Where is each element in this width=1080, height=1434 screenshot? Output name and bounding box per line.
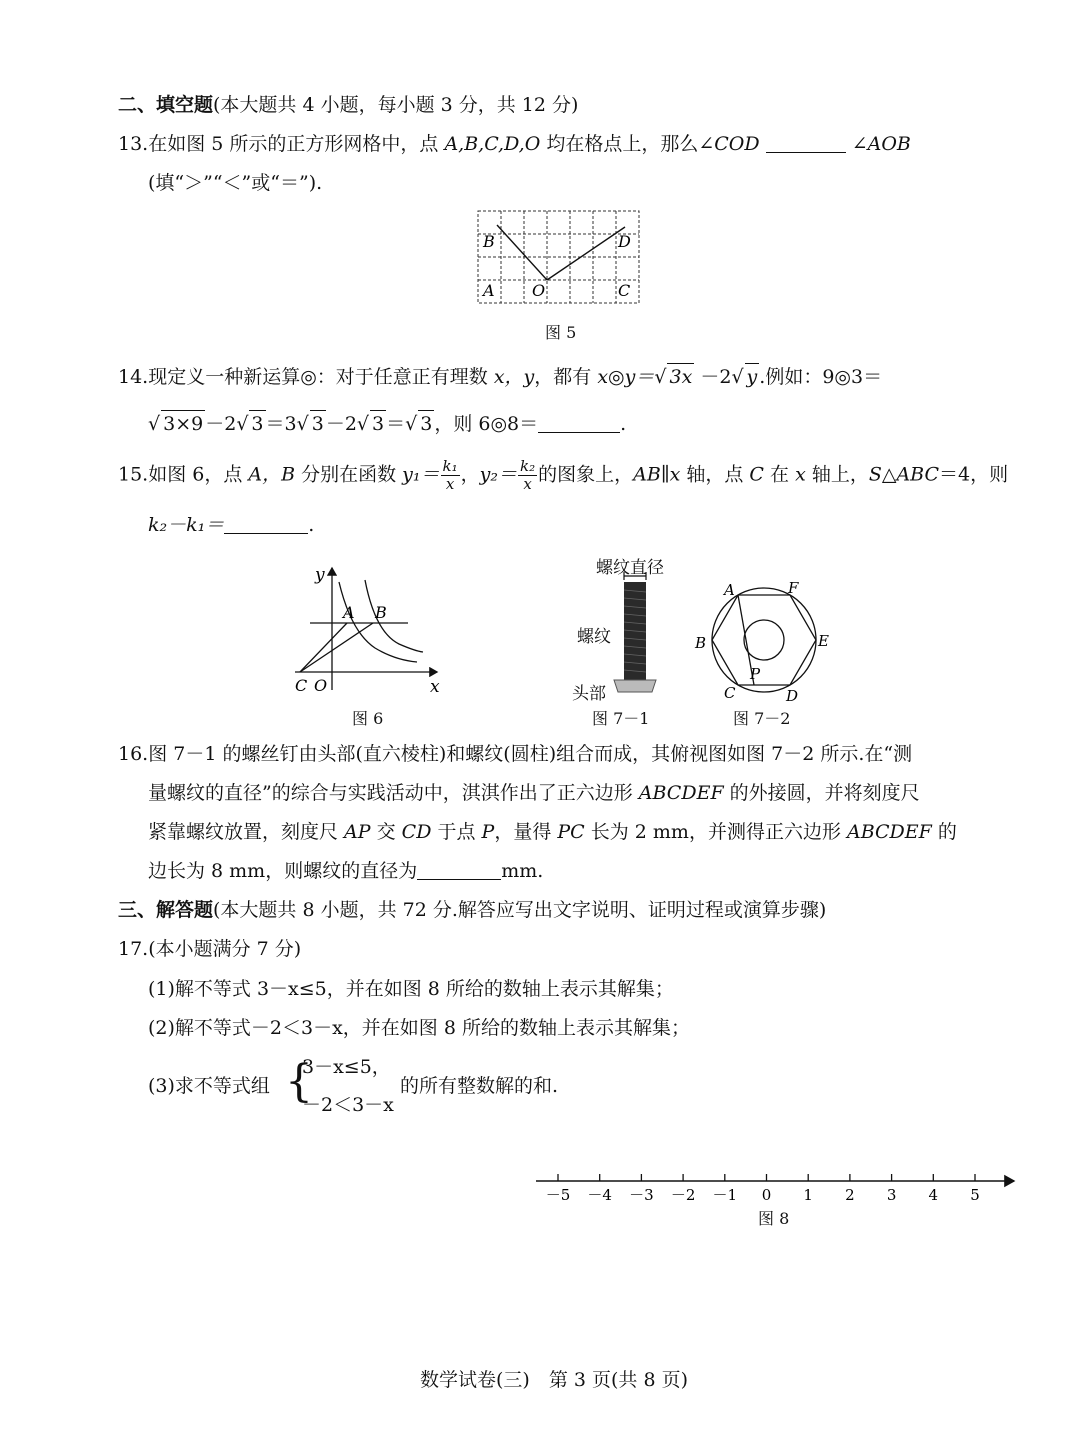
segment-ob — [497, 225, 547, 280]
section2-title: 二、填空题 — [118, 94, 214, 116]
number-line-tick-label: 0 — [761, 1186, 772, 1204]
label-b: B — [375, 603, 387, 622]
q16-text-3a: 紧靠螺纹放置，刻度尺 — [148, 821, 345, 843]
q15-area: S△ABC — [868, 463, 940, 486]
label-c: C — [618, 281, 631, 300]
q13-text-b: 均在格点上，那么 — [540, 133, 699, 155]
system-brace: { — [285, 1056, 313, 1107]
figure-6-graph — [285, 560, 450, 700]
page-footer: 数学试卷(三) 第 3 页(共 8 页) — [420, 1369, 688, 1391]
number-line-tick-label: 2 — [845, 1186, 855, 1204]
label-x: x — [430, 677, 440, 697]
frac-num: k₂ — [520, 457, 536, 475]
q15-x: x — [795, 463, 806, 486]
segment-ca — [300, 623, 373, 672]
q14-answer-blank[interactable] — [538, 412, 620, 433]
q15-y2: y₂＝ — [479, 463, 518, 486]
q17-system-eq1: 3－x≤5， — [302, 1056, 391, 1078]
q15-line2 — [148, 512, 314, 538]
sqrt-symbol: √ — [405, 413, 418, 435]
q14-line1 — [118, 363, 882, 390]
q13-answer-blank[interactable] — [766, 132, 846, 153]
q15-text-f: 轴上， — [805, 463, 869, 486]
hexagon-abcdef — [712, 595, 816, 685]
q14-text-c: .例如：9◎3＝ — [759, 366, 883, 388]
q16-line2 — [148, 780, 920, 806]
q13-line1 — [118, 131, 911, 157]
q15-text-b: 分别在函数 — [295, 463, 403, 486]
q15-y1: y₁＝ — [402, 463, 440, 486]
thread-circle — [744, 620, 784, 660]
q16-hex: ABCDEF — [846, 821, 932, 843]
label-d: D — [786, 687, 799, 705]
number-line-tick-label: －3 — [629, 1186, 654, 1204]
sqrt-symbol: √ — [148, 413, 161, 435]
q14-line2 — [148, 410, 626, 437]
q14-text-a: 14.现定义一种新运算◎：对于任意正有理数 — [118, 366, 494, 388]
q14-text-2a: －2 — [205, 413, 237, 435]
q16-text-3d: ，量得 — [494, 821, 558, 843]
number-line-tick-label: 3 — [886, 1186, 897, 1204]
label-p: P — [750, 665, 761, 683]
q14-text-2d: ＝ — [386, 413, 406, 435]
q16-unit: mm. — [501, 860, 544, 882]
q16-text-4a: 边长为 8 mm，则螺纹的直径为 — [148, 860, 418, 882]
label-e: E — [818, 632, 829, 650]
section2-note: (本大题共 4 小题，每小题 3 分，共 12 分) — [213, 94, 579, 116]
q13-line2: (填“＞”“＜”或“＝”). — [148, 172, 323, 194]
q14-root-3x: 3x — [667, 363, 694, 390]
q14-vars: x，y — [493, 366, 535, 388]
fraction-k2-over-x — [518, 458, 537, 493]
q15-text-a: 15.如图 6，点 — [118, 463, 249, 486]
q16-text-3c: 于点 — [431, 821, 482, 843]
q15-k-diff: k₂－k₁＝ — [148, 514, 225, 536]
bolt-head — [614, 680, 656, 692]
q14-root-y: y — [745, 363, 760, 390]
q14-text-2e: ，则 6◎8＝ — [434, 413, 539, 435]
label-f: F — [788, 579, 799, 597]
q16-hex: ABCDEF — [638, 782, 724, 804]
label-o: O — [532, 281, 546, 300]
label-c: C — [724, 684, 736, 702]
figure-6-caption: 图 6 — [352, 709, 384, 728]
q17-part1: (1)解不等式 3－x≤5，并在如图 8 所给的数轴上表示其解集； — [148, 978, 674, 1000]
sqrt-symbol: √ — [356, 413, 370, 435]
figure-7-2-hexagon — [690, 575, 840, 705]
label-head: 头部 — [572, 684, 606, 704]
q14-text-2b: ＝3 — [265, 413, 297, 435]
label-d: D — [618, 232, 631, 251]
label-a: A — [724, 581, 735, 599]
q15-line1 — [118, 458, 1008, 493]
q16-line1: 16.图 7－1 的螺丝钉由头部(直六棱柱)和螺纹(圆柱)组合而成，其俯视图如图 7－2 所示.在“测 — [118, 743, 913, 765]
figure-7-2-caption: 图 7－2 — [733, 709, 791, 728]
q15-text-g: ＝4，则 — [939, 463, 1009, 486]
figure-5-caption: 图 5 — [545, 323, 577, 342]
q16-text-2a: 量螺纹的直径”的综合与实践活动中，淇淇作出了正六边形 — [148, 782, 639, 804]
q17-part2: (2)解不等式－2＜3－x，并在如图 8 所给的数轴上表示其解集； — [148, 1017, 690, 1039]
q17-system-eq2: －2＜3－x — [302, 1094, 394, 1116]
figure-8-caption: 图 8 — [758, 1209, 790, 1228]
q15-text-d: 轴，点 — [680, 463, 750, 486]
label-thread: 螺纹 — [577, 627, 611, 647]
q16-text-3f: 的 — [931, 821, 957, 843]
q15-ab: AB∥x — [633, 463, 681, 486]
section3-heading — [118, 897, 826, 923]
q13-angle-aob: ∠AOB — [851, 133, 911, 155]
q13-angle-cod: ∠COD — [698, 133, 760, 155]
number-line-tick-label: 5 — [970, 1186, 980, 1204]
sqrt-symbol: √ — [654, 366, 667, 388]
q15-end: . — [308, 514, 315, 536]
q16-text-2b: 的外接圆，并将刻度尺 — [723, 782, 920, 804]
q16-cd: CD — [401, 821, 432, 843]
q14-root-6: 3 — [370, 410, 386, 437]
q14-end: . — [620, 413, 627, 435]
sqrt-symbol: √ — [731, 366, 744, 388]
q14-text-2c: －2 — [325, 413, 357, 435]
circumcircle — [712, 588, 816, 692]
label-o: O — [314, 676, 328, 695]
label-thread-diameter: 螺纹直径 — [596, 558, 664, 578]
q13-points: A,B,C,D,O — [444, 133, 541, 155]
label-a: A — [483, 281, 495, 300]
frac-den: x — [523, 475, 532, 493]
section2-heading — [118, 92, 578, 118]
q16-line4 — [148, 858, 543, 884]
fraction-k1-over-x — [441, 458, 460, 493]
q16-p: P — [481, 821, 495, 843]
q16-text-3e: 长为 2 mm，并测得正六边形 — [584, 821, 847, 843]
q15-text-e: 在 — [763, 463, 796, 486]
number-line-tick-label: 1 — [803, 1186, 813, 1204]
figure-5-grid — [470, 205, 650, 307]
q16-answer-blank[interactable] — [417, 859, 501, 880]
segment-od — [547, 227, 625, 280]
q14-root-5: 3 — [310, 410, 326, 437]
frac-num: k₁ — [442, 457, 458, 475]
number-line-tick-label: －1 — [712, 1186, 738, 1204]
curve-y2 — [365, 580, 423, 652]
q16-ap: AP — [344, 821, 371, 843]
q15-c: C — [749, 463, 764, 486]
label-b: B — [695, 634, 707, 652]
segment-cb — [300, 623, 347, 672]
q14-root-4: 3 — [249, 410, 265, 437]
label-y: y — [315, 565, 325, 585]
sqrt-symbol: √ — [236, 413, 249, 435]
q15-points: A，B — [248, 463, 296, 486]
q14-op-expr: x◎y＝ — [597, 366, 655, 388]
section3-title: 三、解答题 — [118, 899, 214, 921]
frac-den: x — [445, 475, 455, 493]
q14-root-3x9: 3×9 — [161, 410, 205, 437]
figure-7-1-bolt — [610, 570, 660, 700]
q16-text-3b: 交 — [370, 821, 402, 843]
label-a: A — [343, 603, 355, 622]
number-line-tick-label: －2 — [670, 1186, 696, 1204]
sqrt-symbol: √ — [296, 413, 309, 435]
figure-7-1-caption: 图 7－1 — [592, 709, 650, 728]
number-line-tick-label: －5 — [545, 1186, 571, 1204]
number-line-tick-label: －4 — [587, 1186, 612, 1204]
q13-text-a: 13.在如图 5 所示的正方形网格中，点 — [118, 133, 445, 155]
label-b: B — [483, 232, 495, 251]
q16-pc: PC — [557, 821, 585, 843]
q15-answer-blank[interactable] — [224, 513, 308, 534]
q15-comma: ， — [460, 463, 480, 486]
label-c: C — [295, 676, 308, 695]
number-line-tick-label: 4 — [928, 1186, 939, 1204]
q16-line3 — [148, 819, 957, 845]
q17-heading: 17.(本小题满分 7 分) — [118, 938, 302, 960]
q14-root-7: 3 — [418, 410, 434, 437]
q17-part3-a: (3)求不等式组 — [148, 1075, 270, 1097]
q15-text-c: 的图象上， — [538, 463, 634, 486]
q17-part3-b: 的所有整数解的和. — [400, 1075, 559, 1097]
q14-text-b: ，都有 — [534, 366, 598, 388]
q14-minus2: －2 — [694, 366, 732, 388]
section3-note: (本大题共 8 小题，共 72 分.解答应写出文字说明、证明过程或演算步骤) — [213, 899, 827, 921]
